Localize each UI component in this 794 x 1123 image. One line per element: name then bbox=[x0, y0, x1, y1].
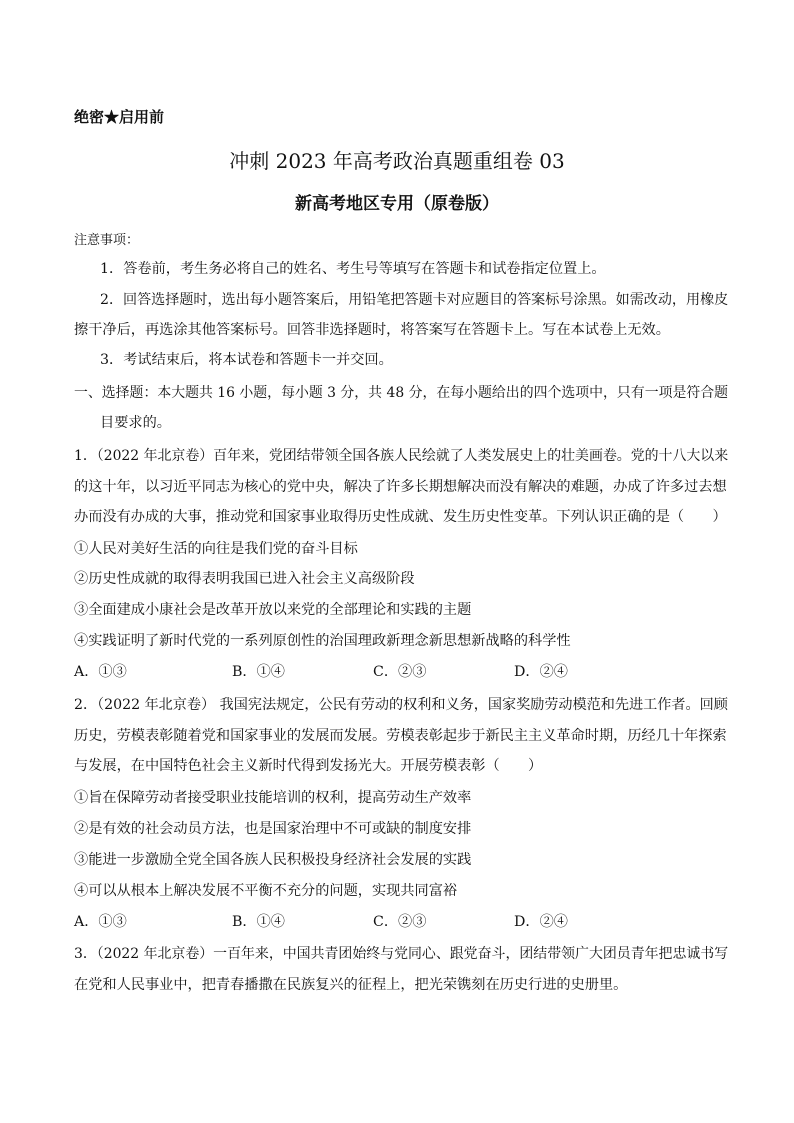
option-b[interactable]: B．①④ bbox=[232, 664, 285, 680]
question-3-stem: 3．（2022 年北京卷）一百年来，中国共青团始终与党同心、跟党奋斗，团结带领广大团员青年把忠诚书写 bbox=[74, 946, 729, 962]
section-instructions-cont: 目要求的。 bbox=[100, 415, 171, 431]
option-d[interactable]: D．②④ bbox=[514, 664, 568, 680]
section-instructions: 一、选择题：本大题共 16 小题，每小题 3 分，共 48 分，在每小题给出的四个选项中，只有一项是符合题 bbox=[74, 385, 729, 401]
option-c[interactable]: C．②③ bbox=[373, 664, 427, 680]
note-item: 3．考试结束后，将本试卷和答题卡一并交回。 bbox=[100, 352, 393, 368]
question-1-statement: ④实践证明了新时代党的一系列原创性的治国理政新理念新思想新战略的科学性 bbox=[74, 633, 571, 649]
question-2-stem: 与发展，在中国特色社会主义新时代得到发扬光大。开展劳模表彰（ ） bbox=[74, 758, 543, 774]
question-2-statement: ④可以从根本上解决发展不平衡不充分的问题，实现共同富裕 bbox=[74, 883, 458, 899]
question-1-stem: 办而没有办成的大事，推动党和国家事业取得历史性成就、发生历史性变革。下列认识正确的是（ ） bbox=[74, 509, 727, 525]
question-2-statement: ③能进一步激励全党全国各族人民积极投身经济社会发展的实践 bbox=[74, 852, 472, 868]
question-2-options bbox=[74, 912, 674, 932]
question-1-statement: ③全面建成小康社会是改革开放以来党的全部理论和实践的主题 bbox=[74, 602, 472, 618]
question-2-stem: 2．（2022 年北京卷） 我国宪法规定，公民有劳动的权利和义务，国家奖励劳动模范和先进工作者。回顾 bbox=[74, 697, 728, 713]
note-item: 2．回答选择题时，选出每小题答案后，用铅笔把答题卡对应题目的答案标号涂黑。如需改动，用橡皮 bbox=[100, 292, 729, 308]
question-1-stem: 1．（2022 年北京卷）百年来，党团结带领全国各族人民绘就了人类发展史上的壮美画卷。党的十八大以来 bbox=[74, 448, 729, 464]
note-item: 1．答卷前，考生务必将自己的姓名、考生号等填写在答题卡和试卷指定位置上。 bbox=[100, 261, 606, 277]
option-d[interactable]: D．②④ bbox=[514, 914, 568, 930]
question-2-statement: ②是有效的社会动员方法，也是国家治理中不可或缺的制度安排 bbox=[74, 821, 472, 837]
option-a[interactable]: A．①③ bbox=[74, 664, 127, 680]
notes-heading: 注意事项： bbox=[74, 233, 140, 248]
exam-title: 冲刺 2023 年高考政治真题重组卷 03 bbox=[229, 149, 565, 173]
question-2-stem: 历史，劳模表彰随着党和国家事业的发展而发展。劳模表彰起步于新民主主义革命时期，历经几十年探索 bbox=[74, 728, 727, 744]
confidential-label: 绝密★启用前 bbox=[74, 108, 165, 126]
question-1-options bbox=[74, 662, 674, 682]
question-3-stem: 在党和人民事业中，把青春播撒在民族复兴的征程上，把光荣镌刻在历史行进的史册里。 bbox=[74, 977, 628, 993]
note-item: 擦干净后，再选涂其他答案标号。回答非选择题时，将答案写在答题卡上。写在本试卷上无效。 bbox=[74, 322, 670, 338]
question-1-stem: 的这十年，以习近平同志为核心的党中央，解决了许多长期想解决而没有解决的难题，办成了许多过去想 bbox=[74, 479, 727, 495]
exam-subtitle: 新高考地区专用（原卷版） bbox=[295, 194, 499, 214]
option-c[interactable]: C．②③ bbox=[373, 914, 427, 930]
question-1-statement: ①人民对美好生活的向往是我们党的奋斗目标 bbox=[74, 541, 358, 557]
question-2-statement: ①旨在保障劳动者接受职业技能培训的权利，提高劳动生产效率 bbox=[74, 790, 472, 806]
question-1-statement: ②历史性成就的取得表明我国已进入社会主义高级阶段 bbox=[74, 571, 415, 587]
option-a[interactable]: A．①③ bbox=[74, 914, 127, 930]
option-b[interactable]: B．①④ bbox=[232, 914, 285, 930]
